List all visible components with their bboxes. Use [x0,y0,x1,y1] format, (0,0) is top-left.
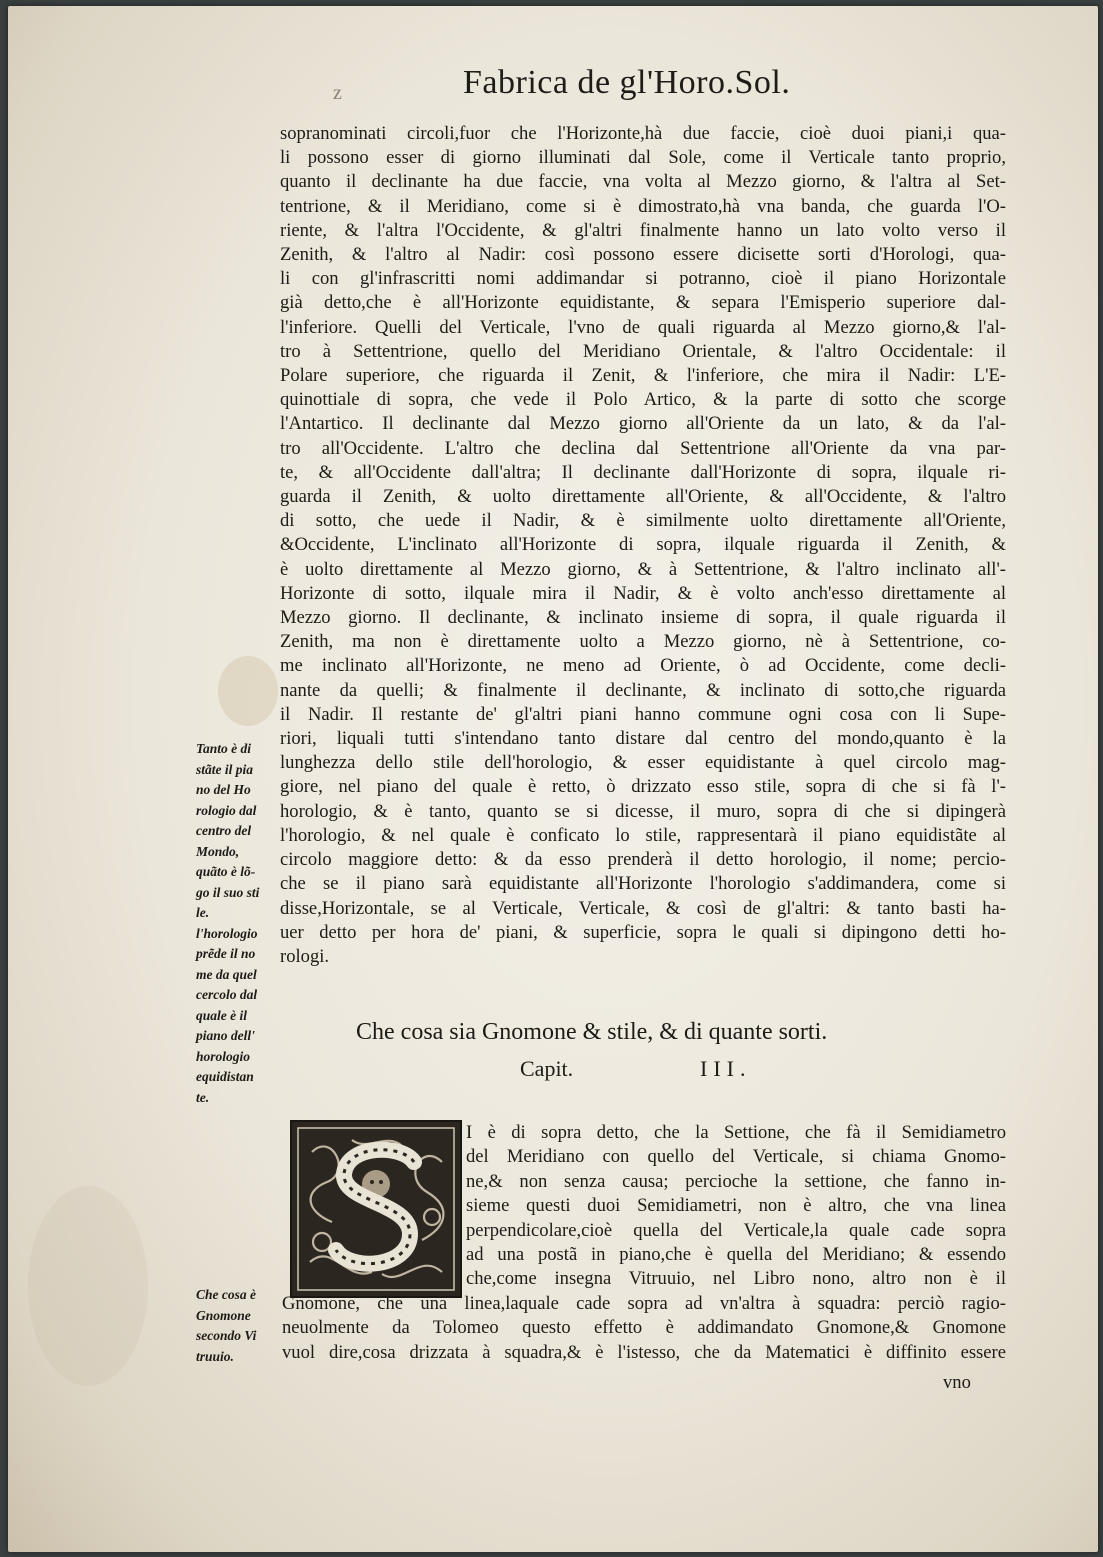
section-line: che,come insegna Vitruuio, nel Libro nono, altro non è il [466,1268,1006,1290]
margin-note-gnomone [196,1285,286,1367]
body-line: circolo maggiore detto: & da esso prenderà il detto horologio, il nome; percio- [280,849,1006,871]
margin-note-line: l'horologio [196,925,258,941]
margin-note-line: equidistan [196,1069,254,1084]
margin-note-line: me da quel [196,966,257,982]
body-line: Mezzo giorno. Il declinante, & inclinato insieme di sopra, il quale riguarda il [280,607,1006,629]
margin-note-line: horologio [196,1048,251,1064]
section-text-indented [466,1121,1006,1292]
body-line: te, & all'Occidente dall'altra; Il declinante dall'Horizonte di sopra, ilquale ri- [280,461,1006,483]
chapter-title: Che cosa sia Gnomone & stile, & di quante sorti. [356,1019,828,1045]
margin-note-line: truuio. [196,1348,234,1364]
margin-note-line: Tanto è di [196,741,252,756]
body-line: Horizonte di sotto, ilquale mira il Nadir, & è volto anch'esso direttamente al [280,582,1006,604]
section-line: neuolmente da Tolomeo questo effetto è addimandato Gnomone,& Gnomone [282,1317,1006,1339]
body-line: Polare superiore, che riguarda il Zenit, & l'inferiore, che mira il Nadir: L'E- [280,365,1006,387]
margin-note-line: piano dell' [196,1028,255,1043]
body-line: già detto,che è all'Horizonte equidistante, & separa l'Emisperio superiore dal- [280,292,1006,314]
margin-note-line: quale è il [196,1007,247,1023]
body-line: l'inferiore. Quelli del Verticale, l'vno de quali riguarda al Mezzo giorno,& l'al- [280,316,1006,338]
margin-note-line: stãte il pia [196,761,253,777]
body-line: è uolto direttamente al Mezzo giorno, & à Settentrione, & l'altro inclinato all'- [280,558,1006,580]
book-page [8,6,1098,1552]
section-line: ad una postã in piano,che è quella del Meridiano; & essendo [466,1244,1006,1266]
paper-stain [218,656,278,726]
body-line: l'horologio, & nel quale è conficato lo stile, rappresentarà il piano equidistãte al [280,824,1006,846]
section-line: perpendicolare,cioè quella del Verticale,la quale cade sopra [466,1219,1006,1241]
margin-note-line: go il suo sti [196,884,260,900]
body-line: li possono esser di giorno illuminati dal Sole, come il Verticale tanto proprio, [280,147,1006,169]
margin-note-line: te. [196,1089,210,1105]
body-line: lunghezza dello stile dell'horologio, & esser equidistante à quel circolo mag- [280,752,1006,774]
body-line: me inclinato all'Horizonte, ne meno ad Oriente, ò ad Occidente, come decli- [280,655,1006,677]
section-line: vuol dire,cosa drizzata à squadra,& è l'istesso, che da Matematici è diffinito essere [282,1341,1006,1363]
body-line: l'Antartico. Il declinante dal Mezzo giorno all'Oriente da un lato, & da l'al- [280,413,1006,435]
body-line: quinottiale di sopra, che vede il Polo Artico, & la parte di sotto che scorge [280,389,1006,411]
body-line: guarda il Zenith, & uolto direttamente all'Oriente, & all'Occidente, & l'altro [280,486,1006,508]
body-line: sopranominati circoli,fuor che l'Horizonte,hà due faccie, cioè duoi piani,i qua- [280,123,1006,144]
body-line: tentrione, & il Meridiano, come si è dimostrato,hà vna banda, che guarda l'O- [280,195,1006,217]
section-text-full [282,1292,1006,1365]
catchword: vno [943,1372,971,1393]
body-line: Zenith, & l'altro al Nadir: così possono essere dicisette sorti d'Horologi, qua- [280,244,1006,266]
body-line: quanto il declinante ha due faccie, vna volta al Mezzo giorno, & l'altra al Set- [280,171,1006,193]
margin-note-line: no del Ho [196,782,251,797]
page-mark: z [333,82,342,104]
decorated-initial-s-image [290,1120,462,1298]
section-line: I è di sopra detto, che la Settione, che fà il Semidiametro [466,1122,1006,1143]
body-line: il Nadir. Il restante de' gl'altri piani hanno commune ogni cosa con li Supe- [280,703,1006,725]
margin-note-line: rologio dal [196,802,257,818]
body-line: &Occidente, L'inclinato all'Horizonte di sopra, ilquale riguarda il Zenith, & [280,534,1006,556]
margin-note-line: Gnomone [196,1307,251,1323]
body-line: tro à Settentrione, quello del Meridiano Orientale, & l'altro Occidentale: il [280,340,1006,362]
margin-note-line: le. [196,905,210,920]
body-text [280,122,1006,969]
margin-note-line: prẽde il no [196,946,256,961]
margin-note-line: Che cosa è [196,1287,256,1302]
margin-note-line: Mondo, [196,843,240,859]
body-line: horologio, & è tanto, quanto se si dicesse, il muro, sopra di che si dipingerà [280,800,1006,822]
body-line: uer detto per hora de' piani, & superficie, sopra le quali si dipingono detti ho- [280,921,1006,943]
chapter-number: III. [700,1056,752,1081]
margin-note-line: cercolo dal [196,987,258,1002]
body-line: nante da quelli; & finalmente il declinante, & inclinato di sotto,che riguarda [280,679,1006,701]
body-line: riori, liquali tutti s'intendano tanto distare dal centro del mondo,quanto è la [280,728,1006,750]
body-line: tro all'Occidente. L'altro che declina dal Settentrione all'Oriente da vna par- [280,437,1006,459]
margin-note-distance [196,739,286,1108]
body-line: disse,Horizontale, se al Verticale, Verticale, & così de gl'altri: & tanto basti ha- [280,897,1006,919]
body-line: di sotto, che uede il Nadir, & è similmente uolto direttamente all'Oriente, [280,510,1006,532]
body-line: rologi. [280,945,330,967]
chapter-label: Capit. [520,1056,574,1081]
body-line: giore, nel piano del quale è retto, ò drizzato esso stile, sopra di che si fà l'- [280,776,1006,798]
section-line: Gnomone, che una linea,laquale cade sopra ad vn'altra à squadra: perciò ragio- [282,1293,1006,1314]
running-header: Fabrica de gl'Horo.Sol. [463,64,791,101]
section-line: del Meridiano con quello del Verticale, si chiama Gnomo- [466,1146,1006,1168]
margin-note-line: secondo Vi [196,1328,257,1343]
body-line: che se il piano sarà equidistante all'Horizonte l'horologio s'addimandera, come si [280,873,1006,895]
section-line: sieme questi duoi Semidiametri, non è altro, che vna linea [466,1195,1006,1217]
paper-stain [28,1186,148,1386]
section-line: ne,& non senza causa; percioche la settione, che fanno in- [466,1170,1006,1192]
woodcut-ornament-icon [292,1122,460,1296]
margin-note-line: centro del [196,823,252,838]
margin-note-line: quãto è lõ- [196,864,256,879]
body-line: riente, & l'altra l'Occidente, & gl'altri finalmente hanno un lato volto verso il [280,219,1006,241]
body-line: Zenith, ma non è direttamente uolto a Mezzo giorno, nè à Settentrione, co- [280,631,1006,653]
body-line: li con gl'infrascritti nomi addimandar si potranno, cioè il piano Horizontale [280,268,1006,290]
